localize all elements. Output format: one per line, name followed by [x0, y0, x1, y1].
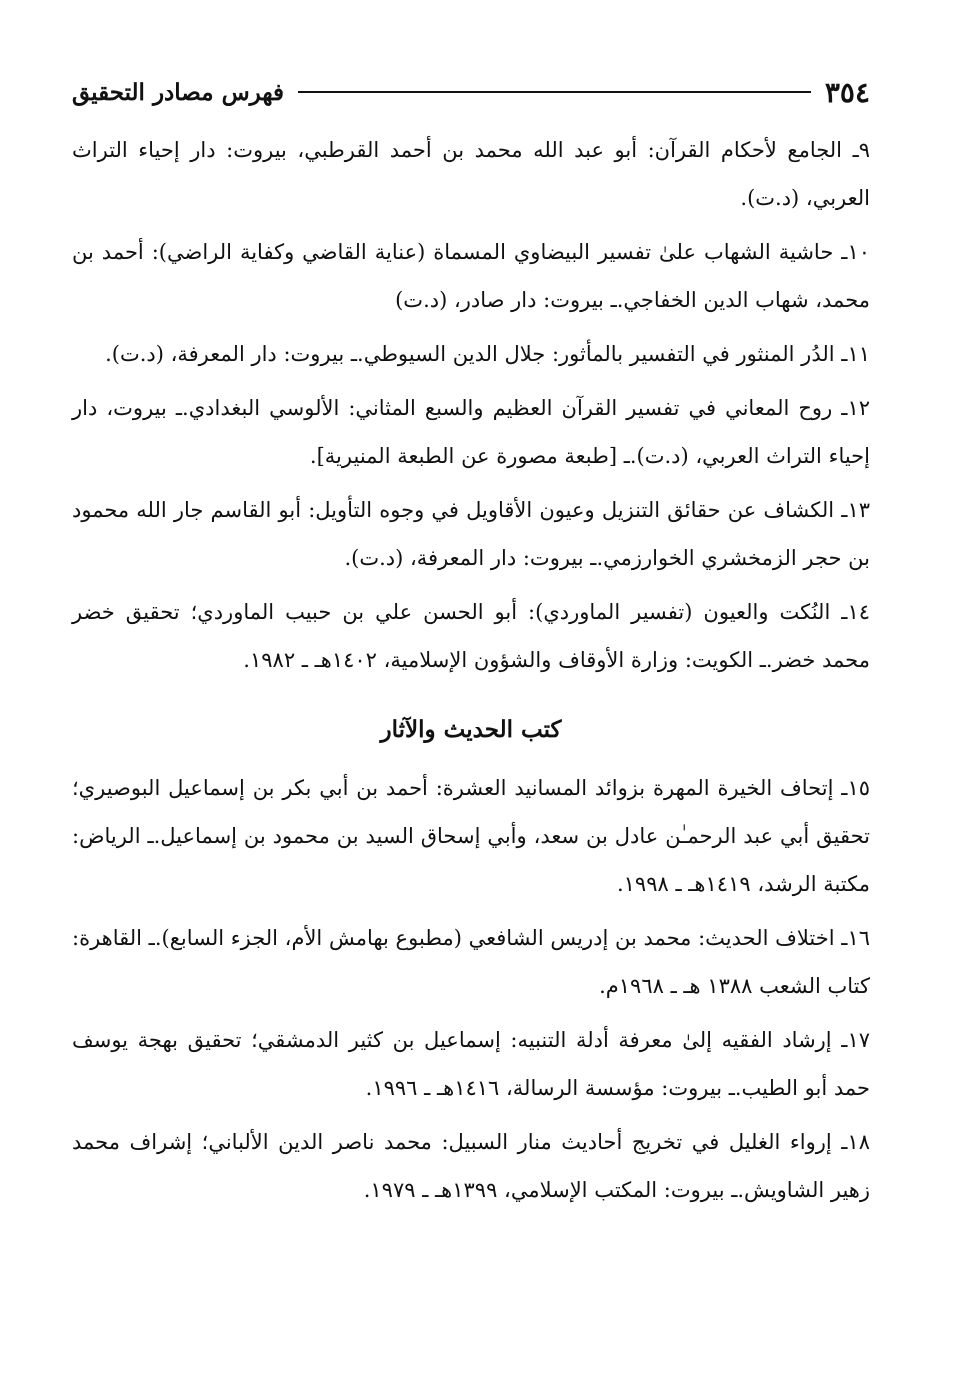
- entry-number: ١٧ـ: [841, 1028, 870, 1052]
- bibliography-entry: [72, 126, 870, 222]
- entry-text: اختلاف الحديث: محمد بن إدريس الشافعي (مطبوع بهامش الأم، الجزء السابع).ـ القاهرة: كتاب الشعب ١٣٨٨ هـ ـ ١٩٦٨م.: [72, 926, 870, 998]
- bibliography-entry: [72, 914, 870, 1010]
- running-title: فهرس مصادر التحقيق: [72, 78, 284, 106]
- entry-text: روح المعاني في تفسير القرآن العظيم والسبع المثاني: الألوسي البغدادي.ـ بيروت، دار إحياء التراث العربي، (د.ت).ـ [طبعة مصورة عن الطبعة المنيرية].: [72, 396, 870, 468]
- entry-text: إرواء الغليل في تخريج أحاديث منار السبيل: محمد ناصر الدين الألباني؛ إشراف محمد زهير الشاويش.ـ بيروت: المكتب الإسلامي، ١٣٩٩هـ ـ ١٩٧٩.: [72, 1130, 870, 1202]
- bibliography-entry: [72, 764, 870, 908]
- bibliography-entry: [72, 1118, 870, 1214]
- bibliography-entry: [72, 1016, 870, 1112]
- bibliography-entry: [72, 486, 870, 582]
- entries-hadith: [72, 764, 870, 1214]
- bibliography-entry: [72, 228, 870, 324]
- entry-text: إتحاف الخيرة المهرة بزوائد المسانيد العشرة: أحمد بن أبي بكر بن إسماعيل البوصيري؛ تحقيق أبي عبد الرحمـٰن عادل بن سعد، وأبي إسحاق السيد بن محمود بن إسماعيل.ـ الرياض: مكتبة الرشد، ١٤١٩هـ ـ ١٩٩٨.: [72, 776, 870, 896]
- entry-number: ١٠ـ: [841, 240, 870, 264]
- entry-text: النُكت والعيون (تفسير الماوردي): أبو الحسن علي بن حبيب الماوردي؛ تحقيق خضر محمد خضر.ـ الكويت: وزارة الأوقاف والشؤون الإسلامية، ١٤٠٢هـ ـ ١٩٨٢.: [72, 600, 870, 672]
- entry-number: ١١ـ: [841, 342, 870, 366]
- entry-number: ١٥ـ: [841, 776, 870, 800]
- header-rule: [298, 91, 811, 93]
- bibliography-entry: [72, 588, 870, 684]
- entry-text: الدُر المنثور في التفسير بالمأثور: جلال الدين السيوطي.ـ بيروت: دار المعرفة، (د.ت).: [105, 342, 835, 366]
- entry-text: الجامع لأحكام القرآن: أبو عبد الله محمد بن أحمد القرطبي، بيروت: دار إحياء التراث العربي، (د.ت).: [72, 138, 870, 210]
- entry-number: ١٤ـ: [841, 600, 870, 624]
- entry-text: حاشية الشهاب علىٰ تفسير البيضاوي المسماة (عناية القاضي وكفاية الراضي): أحمد بن محمد، شهاب الدين الخفاجي.ـ بيروت: دار صادر، (د.ت): [72, 240, 870, 312]
- section-heading: كتب الحديث والآثار: [380, 716, 562, 743]
- entry-number: ١٢ـ: [841, 396, 870, 420]
- entries-tafsir: [72, 126, 870, 684]
- entry-text: إرشاد الفقيه إلىٰ معرفة أدلة التنبيه: إسماعيل بن كثير الدمشقي؛ تحقيق بهجة يوسف حمد أبو الطيب.ـ بيروت: مؤسسة الرسالة، ١٤١٦هـ ـ ١٩٩٦.: [72, 1028, 870, 1100]
- bibliography-entry: [72, 330, 870, 378]
- page-number: ٣٥٤: [824, 75, 870, 109]
- page-header: [72, 70, 870, 114]
- entry-number: ٩ـ: [852, 138, 870, 162]
- bibliography-entry: [72, 384, 870, 480]
- entry-text: الكشاف عن حقائق التنزيل وعيون الأقاويل في وجوه التأويل: أبو القاسم جار الله محمود بن حجر الزمخشري الخوارزمي.ـ بيروت: دار المعرفة، (د.ت).: [72, 498, 870, 570]
- book-page: [72, 70, 870, 1220]
- entry-number: ١٣ـ: [841, 498, 870, 522]
- entry-number: ١٦ـ: [841, 926, 870, 950]
- entry-number: ١٨ـ: [841, 1130, 870, 1154]
